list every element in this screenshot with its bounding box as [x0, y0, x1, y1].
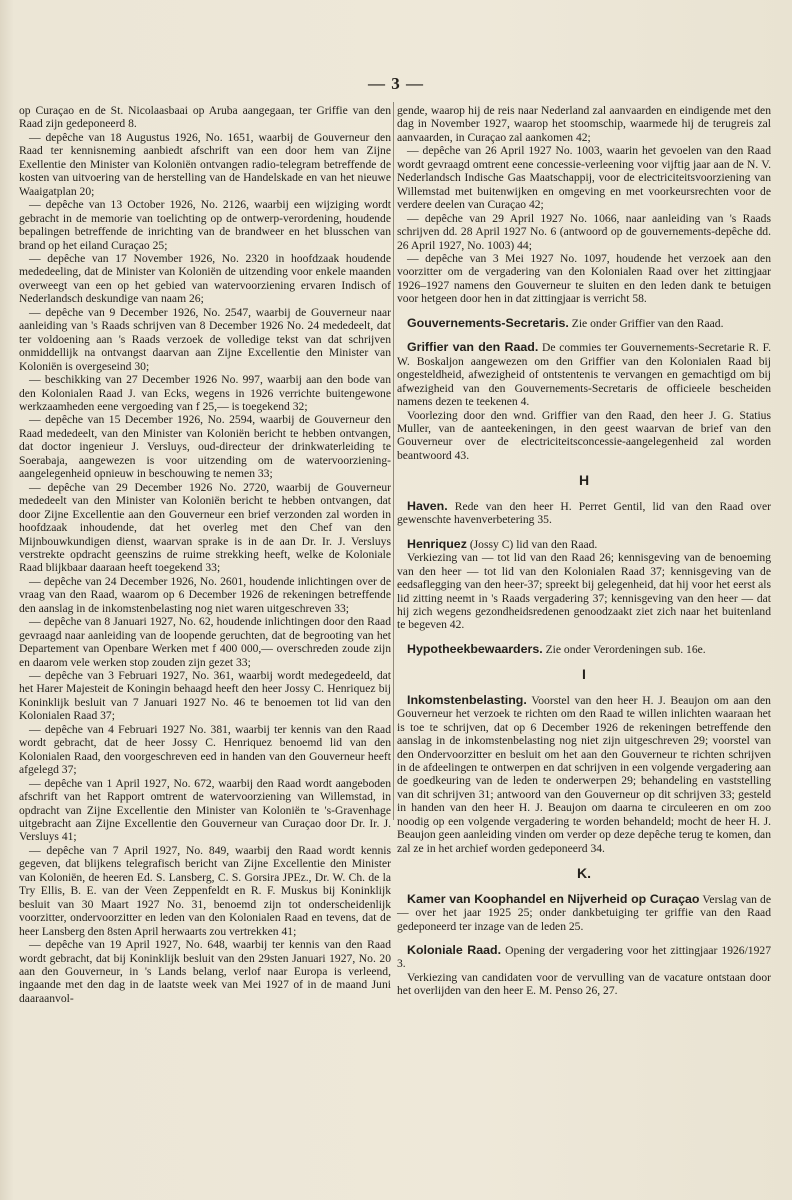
paragraph: — depêche van 18 Augustus 1926, No. 1651, waarbij de Gouverneur den Raad ter kennisneming aanbiedt afschrift van een door hem van Zijne Exellentie den Minister van Koloniën ontvangen radio-telegram betreffende de kosten van uitvoering van de herstelling van de Handelskade en van het nieuwe Waaigatplan 20;: [19, 130, 391, 198]
paragraph: — depêche van 24 December 1926, No. 2601, houdende inlichtingen over de vraag van den Raad, waarom op 6 December 1926 de rekeningen betreffende den aanslag in de inkomstenbelasting nog niet waren uitgeschreven 33;: [19, 574, 391, 615]
index-entry-inkomstenbelasting: [397, 694, 771, 855]
entry-heading: Haven.: [407, 498, 448, 513]
section-letter-i: I: [582, 666, 586, 683]
paragraph: — depêche van 9 December 1926, No. 2547, waarbij de Gouverneur naar aanleiding van 's Raads schrijven van 8 December 1926 No. 24 mededeelt, dat ter voldoening aan 's Raads verzoek de volledige tekst van dat schrijven onmiddellijk na ontvangst daarvan aan Zijne Excellentie den Minister van Koloniën is overgeseind 30;: [19, 305, 391, 373]
paragraph: — depêche van 4 Februari 1927 No. 381, waarbij ter kennis van den Raad wordt gebracht, dat de heer Jossy C. Henriquez benoemd lid van den Kolonialen Raad, den voorgeschreven eed in handen van den Gouverneur heeft afgelegd 37;: [19, 722, 391, 777]
paragraph: — depêche van 13 October 1926, No. 2126, waarbij een wijziging wordt gebracht in de memorie van toelichting op de ontwerp-verordening, houdende bepalingen betreffende de inrichting van de brandweer en het blusschen van brand op het eiland Curaçao 25;: [19, 198, 391, 252]
entry-text: Zie onder Griffier van den Raad.: [571, 316, 724, 330]
paragraph: — depêche van 29 April 1927 No. 1066, naar aanleiding van 's Raads schrijven dd. 28 April 1927 No. 6 (antwoord op de gouvernements-depêche dd. 26 April 1927, No. 1003) 44;: [397, 211, 771, 252]
paragraph: — depêche van 3 Februari 1927, No. 361, waarbij wordt medegedeeld, dat het Harer Majesteit de Koningin behaagd heeft den heer Jossy C. Henriquez bij Koninklijk besluit van 7 Januari 1927 No. 46 te benoemen tot lid van den Kolonialen Raad 37;: [19, 669, 391, 723]
entry-text: Verslag van de — over het jaar 1925 25; onder dankbetuiging ter griffie van den Raad gedeponeerd ter inzage van de leden 25.: [397, 892, 771, 933]
paragraph: op Curaçao en de St. Nicolaasbaai op Aruba aangegaan, ter Griffie van den Raad zijn gedeponeerd 8.: [19, 104, 391, 131]
paragraph: — depêche van 3 Mei 1927 No. 1097, houdende het verzoek aan den voorzitter om de vergadering van den Kolonialen Raad over het zittingjaar 1926–1927 namens den Gouverneur te sluiten en den leden dank te betuigen voor hetgeen door hen in dat zittingjaar is verricht 58.: [397, 251, 771, 306]
entry-text: Voorstel van den heer H. J. Beaujon om aan den Gouverneur het verzoek te richten om den Raad te willen inlichten waaraan het is toe te schrijven, dat op 6 December 1926 de rekeningen betreffende den aanslag in de inkomstenbelasting nog niet zijn uitgeschreven 29; voorstel van den Ondervoorzitter en besluit om het aan den Gouverneur te richten schrijven in de afdeelingen te ontwerpen en dat schrijven in een volgende vergadering aan de goedkeuring van de leden te onderwerpen 29; behandeling en vaststelling van dit schrijven 31; antwoord van den Gouverneur op dit schrijven 33; gesteld in handen van den heer H. J. Beaujon om daarna te circuleeren en om zoo noodig op een volgende vergadering te worden behandeld; mocht de heer H. J. Beaujon geen aanleiding vinden om verder op deze depêche terug te komen, dan zal ze in het archief worden gedeponeerd 34.: [397, 693, 771, 855]
entry-heading: Henriquez: [407, 536, 467, 551]
paragraph: — depêche van 7 April 1927, No. 849, waarbij den Raad wordt kennis gegeven, dat blijkens telegrafisch bericht van Zijne Excellentie den Minister van Koloniën, de heeren Ed. S. Lansberg, C. S. Gorsira JPEz., Dr. W. Ch. de la Try Ellis, B. E. van der Veen Zeppenfeldt en R. F. Muskus bij Koninklijk besluit van 30 Maart 1927 No. 31, benoemd zijn tot onderscheidenlijk voorzitter, ondervoorzitter en leden van den Kolonialen Raad en tevens, dat de heer Lansberg den 8sten April herwaarts zou vertrekken 41;: [19, 843, 391, 938]
paragraph: — depêche van 15 December 1926, No. 2594, waarbij de Gouverneur den Raad mededeelt, van den Minister van Koloniën bericht te hebben ontvangen, dat doctor ingenieur J. Versluys, oud-directeur der drinkwaterleiding te Soerabaja, aangewezen is voor uitzending om de watervoorziening-aangelegenheid opnieuw in beschouwing te nemen 33;: [19, 413, 391, 481]
page-number: — 3 —: [368, 74, 424, 93]
paragraph: Voorlezing door den wnd. Griffier van den Raad, den heer J. G. Statius Muller, van de aanteekeningen, in den geest waarvan de brief van den Gouverneur over de electriciteitsconcessie-aangelegenheid zal worden beantwoord 43.: [397, 408, 771, 462]
section-letter-k: K.: [577, 865, 591, 882]
entry-text: Rede van den heer H. Perret Gentil, lid van den Raad over gewenschte havenverbetering 35.: [397, 499, 771, 527]
entry-heading: Griffier van den Raad.: [407, 340, 539, 355]
index-entry-henriquez: [397, 538, 771, 551]
paragraph: — beschikking van 27 December 1926 No. 997, waarbij aan den bode van den Kolonialen Raad J. van Ecks, wegens in 1926 verrichte buitengewone werkzaamheden eene vergoeding van f 25,— is toegekend 32;: [19, 373, 391, 413]
paragraph: — depêche van 1 April 1927, No. 672, waarbij den Raad wordt aangeboden afschrift van het Rapport omtrent de watervoorziening van Willemstad, in opdracht van Zijne Excellentie den Minister van Koloniën te 's-Gravenhage uitgebracht aan Zijne Excellentie den Gouverneur van Curaçao door Dr. Ir. J. Versluys 41;: [19, 776, 391, 844]
index-entry-kamer-van-koophandel: [397, 893, 771, 933]
paragraph: — depêche van 17 November 1926, No. 2320 in hoofdzaak houdende mededeeling, dat de Minister van Koloniën de uitzending voor enkele maanden overweegt van een op het gebied van watervoorziening ervaren Indisch of Nederlandsch deskundige van naam 26;: [19, 251, 391, 306]
entry-heading: Hypotheekbewaarders.: [407, 641, 543, 656]
left-column: [19, 104, 391, 1005]
entry-text: De commies ter Gouvernements-Secretarie R. F. W. Boskaljon aangewezen om den Griffier van den Kolonialen Raad bij ongesteldheid, afwezigheid of ontstentenis te vervangen en gemachtigd om bij afwezigheid van den Gouvernements-Secretaris de officieele bescheiden namens dezen te teekenen 4.: [397, 341, 771, 409]
paragraph: gende, waarop hij de reis naar Nederland zal aanvaarden en eindigende met den dag in November 1927, waarop het stoomschip, waarmede hij de terugreis zal aanvaarden, in Curaçao zal aankomen 42;: [397, 104, 771, 144]
paragraph: — depêche van 8 Januari 1927, No. 62, houdende inlichtingen door den Raad gevraagd naar aanleiding van de loopende geruchten, dat de begrooting van het Departement van Openbare Werken met f 400 000,— overschreden zoude zijn en daarom vele werken stop zouden zijn gezet 33;: [19, 615, 391, 669]
entry-heading: Inkomstenbelasting.: [407, 692, 527, 707]
entry-text: Opening der vergadering voor het zittingjaar 1926/1927 3.: [397, 944, 771, 971]
column-divider: [393, 102, 394, 820]
section-letter-h: H: [578, 472, 590, 489]
entry-heading: Gouvernements-Secretaris.: [407, 315, 569, 330]
index-entry-hypotheekbewaarders: [397, 643, 771, 656]
paragraph: — depêche van 29 December 1926 No. 2720, waarbij de Gouverneur mededeelt van den Minister van Koloniën bericht te hebben ontvangen, dat door Zijne Excellentie aan den Gouverneur een brief verzonden zal worden in hoofdzaak inhoudende, dat het overleg met den Chef van den Mijnbouwkundigen dienst, waarvan sprake is in de aan Dr. Ir. J. Versluys verstrekte opdracht geenszins de ruime strekking heeft, welke de Koloniale Raad blijkbaar daaraan heeft toegekend 33;: [19, 480, 391, 575]
entry-text: Zie onder Verordeningen sub. 16e.: [545, 642, 706, 656]
index-entry-haven: [397, 500, 771, 527]
entry-text: (Jossy C) lid van den Raad.: [469, 537, 598, 551]
paragraph: — depêche van 26 April 1927 No. 1003, waarin het gevoelen van den Raad wordt gevraagd omtrent eene concessie-verleening voor vijftig jaar aan de N. V. Nederlandsch Indische Gas Maatschappij, voor de electriciteitsvoorziening van Willemstad met buitenwijken en omgeving en met voorkeursrechten voor de verdere deelen van Curaçao 42;: [397, 144, 771, 212]
paragraph: Verkiezing van candidaten voor de vervulling van de vacature ontstaan door het overlijden van den heer E. M. Penso 26, 27.: [397, 970, 771, 998]
index-entry-koloniale-raad: [397, 944, 771, 971]
entry-heading: Koloniale Raad.: [407, 943, 502, 958]
paragraph: Verkiezing van — tot lid van den Raad 26; kennisgeving van de benoeming van den heer — tot lid van den Kolonialen Raad 37; kennisgeving van de eedsaflegging van den heer-37; spreekt bij gelegenheid, dat hij voor het eerst als lid zitting neemt in 's Raads vergadering 37; kennisgeving van den heer — dat hij zich wegens gezondheidsredenen genoodzaakt ziet zich naar het buitenland te begeven 42.: [397, 551, 771, 632]
index-entry-griffier: [397, 341, 771, 408]
entry-heading: Kamer van Koophandel en Nijverheid op Curaçao: [407, 891, 700, 906]
paragraph: — depêche van 19 April 1927, No. 648, waarbij ter kennis van den Raad wordt gebracht, dat bij Koninklijk besluit van den 29sten Januari 1927, No. 20 aan den Gouverneur, in 's Lands belang, verlof naar Europa is verleend, ingaande met den dag in de laatste week van Mei 1927 of in de maand Juni daaraanvol-: [19, 938, 391, 1005]
index-entry-gouvernements-secretaris: [397, 317, 771, 330]
right-column: [397, 104, 771, 998]
